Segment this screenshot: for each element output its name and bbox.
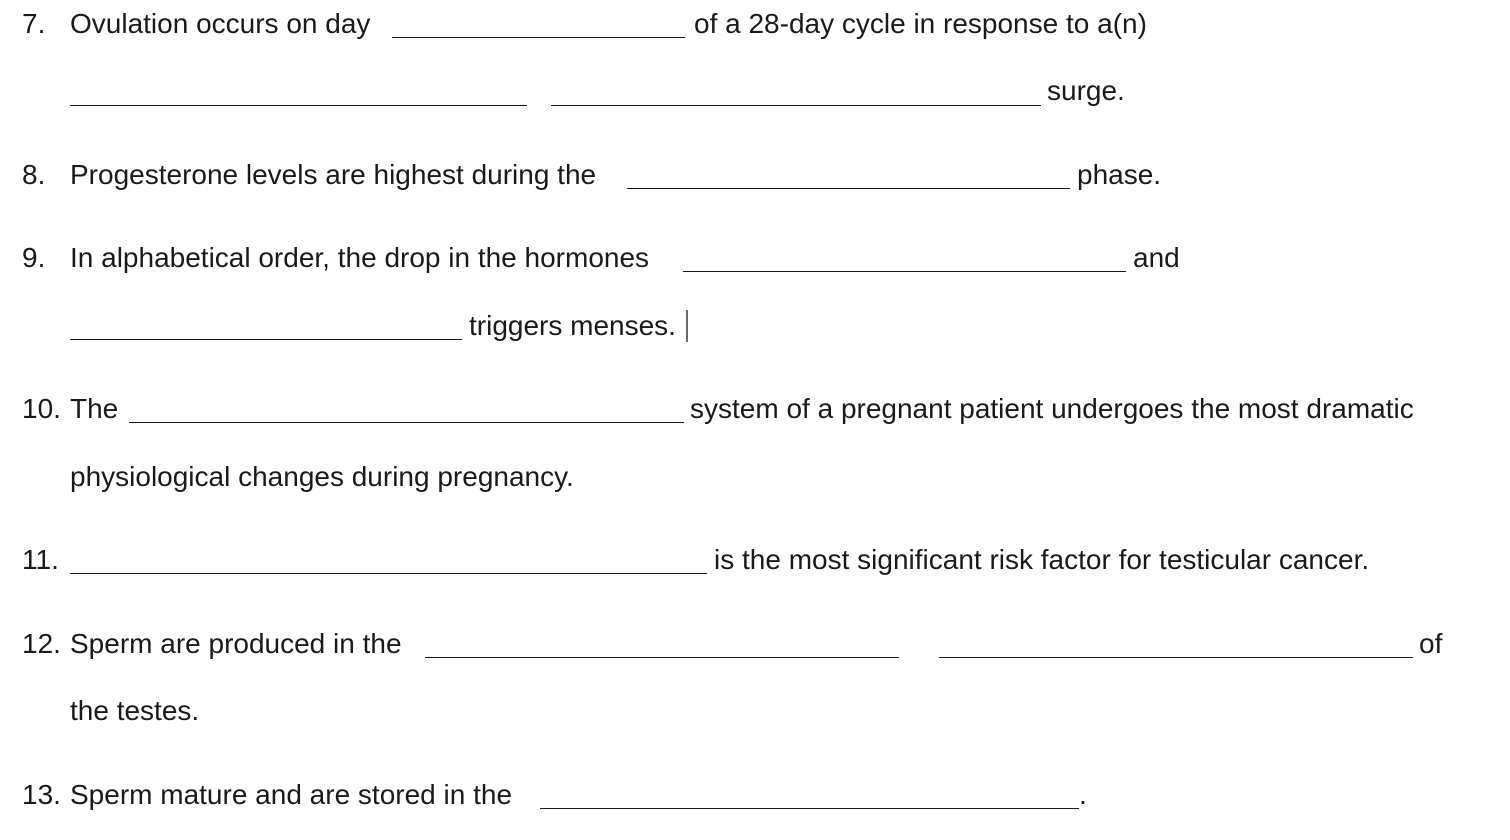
question-text: of [1419,628,1443,659]
question-text: and [1133,242,1180,273]
question-text: Sperm are produced in the [70,628,402,659]
text-cursor [686,310,688,342]
answer-blank-structure-word2[interactable] [939,657,1413,658]
question-number: 8. [22,159,46,190]
question-number: 9. [22,242,46,273]
question-text: physiological changes during pregnancy. [70,461,574,492]
answer-blank-hormone-2[interactable] [70,339,462,340]
question-text: phase. [1077,159,1162,190]
answer-blank-hormone-word1[interactable] [70,105,527,106]
question-text: triggers menses. [469,310,676,341]
question-number: 7. [22,8,46,39]
question-text: Ovulation occurs on day [70,8,371,39]
question-number: 11. [22,544,59,575]
answer-blank-phase[interactable] [627,188,1070,189]
question-text: Progesterone levels are highest during the [70,159,597,190]
question-text: surge. [1047,75,1125,106]
question-number: 10. [22,393,61,424]
question-text: Sperm mature and are stored in the [70,779,513,810]
question-number: 13. [22,779,61,810]
question-text: of a 28-day cycle in response to a(n) [694,8,1147,39]
answer-blank-risk-factor[interactable] [70,573,707,574]
answer-blank-storage-site[interactable] [540,808,1079,809]
question-text: the testes. [70,695,200,726]
question-text: . [1079,779,1087,810]
question-text: is the most significant risk factor for testicular cancer. [714,544,1370,575]
question-text: The [70,393,119,424]
answer-blank-body-system[interactable] [129,422,684,423]
question-text: system of a pregnant patient undergoes the most dramatic [690,393,1414,424]
answer-blank-day[interactable] [392,37,685,38]
answer-blank-hormone-word2[interactable] [551,105,1041,106]
question-text: In alphabetical order, the drop in the hormones [70,242,650,273]
answer-blank-hormone-1[interactable] [683,271,1126,272]
question-number: 12. [22,628,61,659]
answer-blank-structure-word1[interactable] [425,657,899,658]
